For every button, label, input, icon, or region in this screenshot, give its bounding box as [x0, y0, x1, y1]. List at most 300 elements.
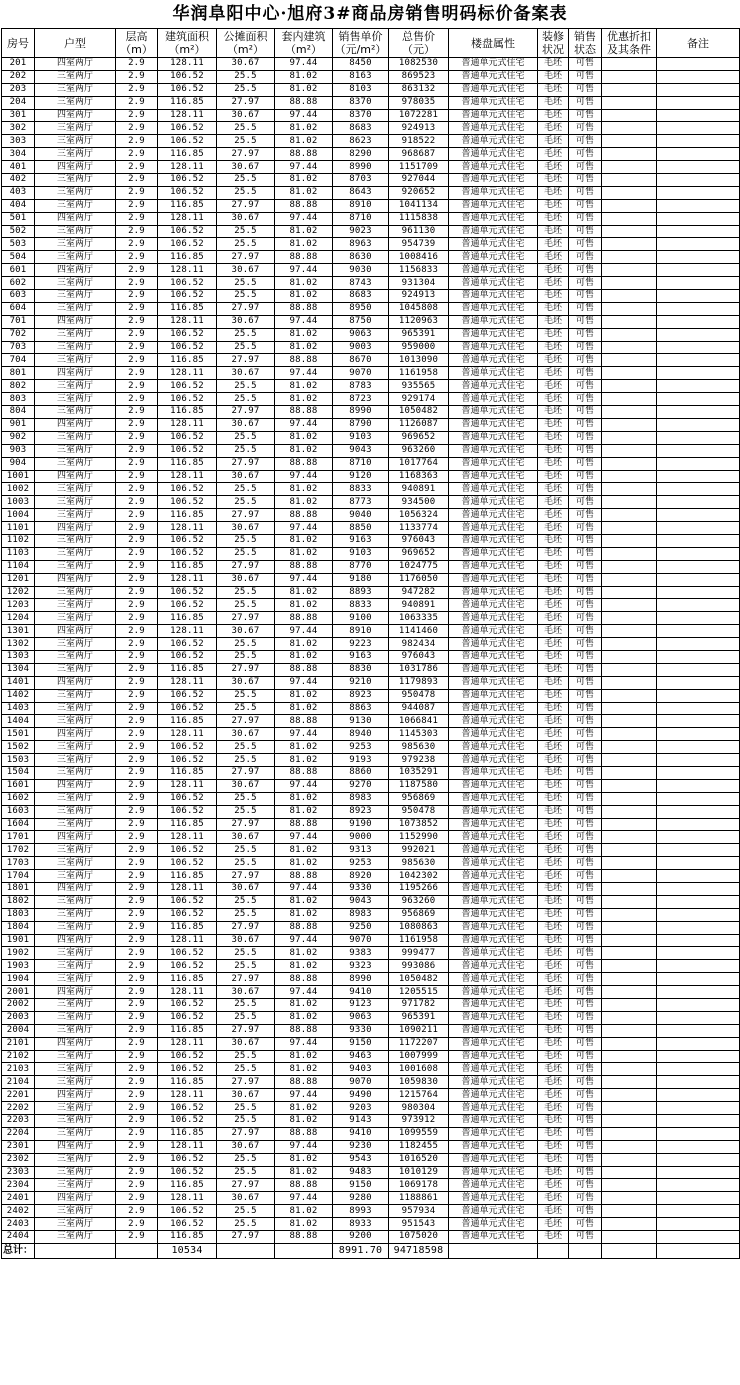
cell-decoration: 毛坯: [538, 341, 569, 354]
cell-unit-price: 9163: [333, 650, 389, 663]
cell-property: 普通单元式住宅: [449, 1140, 538, 1153]
cell-building-area: 106.52: [158, 70, 217, 83]
cell-remarks: [657, 741, 740, 754]
cell-property: 普通单元式住宅: [449, 1153, 538, 1166]
cell-remarks: [657, 934, 740, 947]
cell-property: 普通单元式住宅: [449, 483, 538, 496]
cell-unit-type: 四室两厅: [35, 161, 116, 174]
cell-shared-area: 30.67: [217, 315, 275, 328]
cell-decoration: 毛坯: [538, 934, 569, 947]
cell-decoration: 毛坯: [538, 728, 569, 741]
cell-remarks: [657, 599, 740, 612]
cell-unit-price: 9253: [333, 741, 389, 754]
cell-building-area: 106.52: [158, 1011, 217, 1024]
cell-decoration: 毛坯: [538, 779, 569, 792]
cell-floor-height: 2.9: [116, 689, 158, 702]
cell-unit-type: 三室两厅: [35, 431, 116, 444]
cell-unit-type: 四室两厅: [35, 934, 116, 947]
cell-unit-price: 9190: [333, 818, 389, 831]
cell-floor-height: 2.9: [116, 328, 158, 341]
cell-unit-type: 三室两厅: [35, 1050, 116, 1063]
cell-inner-area: 97.44: [275, 1192, 333, 1205]
cell-unit-type: 三室两厅: [35, 1179, 116, 1192]
cell-discount: [602, 870, 657, 883]
cell-unit-price: 8850: [333, 522, 389, 535]
cell-total-price: 1161958: [389, 367, 449, 380]
cell-inner-area: 97.44: [275, 1037, 333, 1050]
cell-total-price: 1059830: [389, 1076, 449, 1089]
cell-floor-height: 2.9: [116, 908, 158, 921]
cell-inner-area: 81.02: [275, 805, 333, 818]
cell-sale-status: 可售: [569, 225, 602, 238]
cell-floor-height: 2.9: [116, 148, 158, 161]
cell-building-area: 116.85: [158, 612, 217, 625]
cell-total-price: 980304: [389, 1102, 449, 1115]
cell-unit-price: 8923: [333, 689, 389, 702]
cell-inner-area: 81.02: [275, 792, 333, 805]
cell-decoration: 毛坯: [538, 1218, 569, 1231]
cell-total-price: 999477: [389, 947, 449, 960]
cell-property: 普通单元式住宅: [449, 186, 538, 199]
cell-unit-type: 四室两厅: [35, 315, 116, 328]
cell-sale-status: 可售: [569, 264, 602, 277]
cell-inner-area: 97.44: [275, 728, 333, 741]
cell-inner-area: 81.02: [275, 83, 333, 96]
cell-decoration: 毛坯: [538, 302, 569, 315]
cell-inner-area: 88.88: [275, 612, 333, 625]
cell-remarks: [657, 161, 740, 174]
cell-shared-area: 27.97: [217, 406, 275, 419]
table-row: [2, 638, 740, 651]
table-row: [2, 406, 740, 419]
cell-remarks: [657, 1153, 740, 1166]
cell-decoration: 毛坯: [538, 109, 569, 122]
cell-remarks: [657, 70, 740, 83]
cell-building-area: 128.11: [158, 161, 217, 174]
cell-discount: [602, 857, 657, 870]
cell-discount: [602, 367, 657, 380]
cell-unit-price: 9490: [333, 1089, 389, 1102]
cell-shared-area: 27.97: [217, 302, 275, 315]
cell-total-price: 985630: [389, 857, 449, 870]
cell-decoration: 毛坯: [538, 754, 569, 767]
cell-building-area: 128.11: [158, 367, 217, 380]
cell-unit-type: 三室两厅: [35, 973, 116, 986]
table-row: [2, 96, 740, 109]
cell-shared-area: 25.5: [217, 1218, 275, 1231]
cell-unit-price: 8910: [333, 625, 389, 638]
cell-discount: [602, 689, 657, 702]
cell-building-area: 128.11: [158, 728, 217, 741]
cell-property: 普通单元式住宅: [449, 315, 538, 328]
cell-property: 普通单元式住宅: [449, 1011, 538, 1024]
cell-discount: [602, 496, 657, 509]
cell-discount: [602, 509, 657, 522]
cell-room: 2301: [2, 1140, 35, 1153]
cell-property: 普通单元式住宅: [449, 1076, 538, 1089]
cell-total-price: 1172207: [389, 1037, 449, 1050]
cell-unit-price: 8163: [333, 70, 389, 83]
cell-decoration: 毛坯: [538, 883, 569, 896]
cell-discount: [602, 161, 657, 174]
cell-property: 普通单元式住宅: [449, 1166, 538, 1179]
cell-remarks: [657, 844, 740, 857]
cell-building-area: 106.52: [158, 135, 217, 148]
cell-inner-area: 88.88: [275, 302, 333, 315]
cell-shared-area: 27.97: [217, 1076, 275, 1089]
cell-room: 1802: [2, 895, 35, 908]
cell-unit-type: 四室两厅: [35, 728, 116, 741]
table-row: [2, 380, 740, 393]
cell-decoration: 毛坯: [538, 831, 569, 844]
cell-unit-type: 三室两厅: [35, 870, 116, 883]
cell-room: 704: [2, 354, 35, 367]
cell-inner-area: 88.88: [275, 1076, 333, 1089]
cell-unit-type: 三室两厅: [35, 947, 116, 960]
cell-room: 804: [2, 406, 35, 419]
cell-decoration: 毛坯: [538, 328, 569, 341]
cell-decoration: 毛坯: [538, 315, 569, 328]
table-row: [2, 689, 740, 702]
cell-property: 普通单元式住宅: [449, 921, 538, 934]
cell-room: 1701: [2, 831, 35, 844]
table-row: [2, 573, 740, 586]
cell-decoration: 毛坯: [538, 1037, 569, 1050]
cell-sale-status: 可售: [569, 1231, 602, 1244]
cell-decoration: 毛坯: [538, 1102, 569, 1115]
cell-remarks: [657, 663, 740, 676]
cell-inner-area: 81.02: [275, 754, 333, 767]
header-row: [2, 29, 740, 58]
cell-remarks: [657, 522, 740, 535]
cell-unit-price: 9123: [333, 999, 389, 1012]
cell-property: 普通单元式住宅: [449, 251, 538, 264]
cell-shared-area: 27.97: [217, 1231, 275, 1244]
cell-total-price: 1187580: [389, 779, 449, 792]
cell-inner-area: 88.88: [275, 251, 333, 264]
cell-discount: [602, 702, 657, 715]
cell-discount: [602, 573, 657, 586]
table-row: [2, 1115, 740, 1128]
cell-unit-type: 三室两厅: [35, 444, 116, 457]
cell-remarks: [657, 960, 740, 973]
cell-unit-price: 9063: [333, 328, 389, 341]
cell-remarks: [657, 302, 740, 315]
cell-unit-type: 三室两厅: [35, 1205, 116, 1218]
cell-unit-price: 9070: [333, 1076, 389, 1089]
table-row: [2, 264, 740, 277]
cell-inner-area: 88.88: [275, 560, 333, 573]
table-row: [2, 1153, 740, 1166]
col-header-unit-type: 户型: [35, 29, 116, 58]
cell-total-price: 1035291: [389, 766, 449, 779]
cell-floor-height: 2.9: [116, 638, 158, 651]
cell-floor-height: 2.9: [116, 599, 158, 612]
cell-total-price: 869523: [389, 70, 449, 83]
cell-unit-price: 9330: [333, 1024, 389, 1037]
cell-sale-status: 可售: [569, 1089, 602, 1102]
cell-sale-status: 可售: [569, 676, 602, 689]
cell-decoration: 毛坯: [538, 1011, 569, 1024]
cell-remarks: [657, 174, 740, 187]
cell-floor-height: 2.9: [116, 560, 158, 573]
cell-shared-area: 25.5: [217, 844, 275, 857]
cell-discount: [602, 986, 657, 999]
cell-shared-area: 25.5: [217, 702, 275, 715]
cell-floor-height: 2.9: [116, 650, 158, 663]
cell-floor-height: 2.9: [116, 238, 158, 251]
cell-sale-status: 可售: [569, 315, 602, 328]
cell-shared-area: 27.97: [217, 96, 275, 109]
cell-building-area: 106.52: [158, 225, 217, 238]
cell-property: 普通单元式住宅: [449, 393, 538, 406]
cell-building-area: 128.11: [158, 418, 217, 431]
cell-remarks: [657, 1024, 740, 1037]
cell-property: 普通单元式住宅: [449, 1089, 538, 1102]
cell-remarks: [657, 315, 740, 328]
cell-floor-height: 2.9: [116, 470, 158, 483]
cell-building-area: 116.85: [158, 973, 217, 986]
cell-total-price: 1041134: [389, 199, 449, 212]
col-header-property: 楼盘属性: [449, 29, 538, 58]
cell-room: 1102: [2, 534, 35, 547]
cell-total-price: 1152990: [389, 831, 449, 844]
table-row: [2, 83, 740, 96]
cell-room: 1501: [2, 728, 35, 741]
cell-decoration: 毛坯: [538, 1231, 569, 1244]
cell-building-area: 116.85: [158, 1127, 217, 1140]
table-row: [2, 70, 740, 83]
cell-shared-area: 25.5: [217, 1153, 275, 1166]
cell-property: 普通单元式住宅: [449, 1050, 538, 1063]
cell-shared-area: 25.5: [217, 483, 275, 496]
cell-unit-price: 9070: [333, 934, 389, 947]
cell-room: 1403: [2, 702, 35, 715]
cell-inner-area: 81.02: [275, 1011, 333, 1024]
cell-remarks: [657, 908, 740, 921]
cell-shared-area: 30.67: [217, 883, 275, 896]
cell-total-price: 1099559: [389, 1127, 449, 1140]
cell-total-price: 1010129: [389, 1166, 449, 1179]
cell-total-price: 1215764: [389, 1089, 449, 1102]
cell-floor-height: 2.9: [116, 135, 158, 148]
cell-shared-area: 30.67: [217, 470, 275, 483]
cell-unit-type: 三室两厅: [35, 792, 116, 805]
cell-inner-area: 88.88: [275, 1127, 333, 1140]
cell-unit-price: 9253: [333, 857, 389, 870]
cell-room: 1502: [2, 741, 35, 754]
cell-sale-status: 可售: [569, 1140, 602, 1153]
cell-property: 普通单元式住宅: [449, 844, 538, 857]
cell-remarks: [657, 238, 740, 251]
cell-property: 普通单元式住宅: [449, 496, 538, 509]
cell-total-price: 918522: [389, 135, 449, 148]
cell-decoration: 毛坯: [538, 70, 569, 83]
cell-total-price: 969652: [389, 547, 449, 560]
cell-floor-height: 2.9: [116, 1050, 158, 1063]
cell-unit-price: 8770: [333, 560, 389, 573]
cell-discount: [602, 947, 657, 960]
cell-floor-height: 2.9: [116, 573, 158, 586]
table-row: [2, 1127, 740, 1140]
cell-remarks: [657, 612, 740, 625]
cell-building-area: 106.52: [158, 1166, 217, 1179]
cell-discount: [602, 792, 657, 805]
cell-floor-height: 2.9: [116, 1024, 158, 1037]
cell-property: 普通单元式住宅: [449, 999, 538, 1012]
cell-shared-area: 25.5: [217, 380, 275, 393]
cell-inner-area: 81.02: [275, 895, 333, 908]
cell-room: 1903: [2, 960, 35, 973]
cell-unit-type: 三室两厅: [35, 199, 116, 212]
cell-total-price: 863132: [389, 83, 449, 96]
cell-decoration: 毛坯: [538, 122, 569, 135]
cell-floor-height: 2.9: [116, 766, 158, 779]
cell-unit-type: 四室两厅: [35, 779, 116, 792]
cell-total-price: 1141460: [389, 625, 449, 638]
cell-building-area: 106.52: [158, 960, 217, 973]
cell-total-price: 1016520: [389, 1153, 449, 1166]
cell-sale-status: 可售: [569, 586, 602, 599]
cell-total-price: 982434: [389, 638, 449, 651]
cell-total-price: 992021: [389, 844, 449, 857]
cell-property: 普通单元式住宅: [449, 70, 538, 83]
cell-shared-area: 25.5: [217, 1063, 275, 1076]
cell-inner-area: 81.02: [275, 393, 333, 406]
cell-floor-height: 2.9: [116, 947, 158, 960]
cell-discount: [602, 754, 657, 767]
cell-total-price: 1050482: [389, 973, 449, 986]
cell-unit-type: 四室两厅: [35, 676, 116, 689]
total-cell-empty: [217, 1243, 275, 1258]
cell-decoration: 毛坯: [538, 174, 569, 187]
cell-total-price: 1063335: [389, 612, 449, 625]
cell-building-area: 106.52: [158, 380, 217, 393]
table-row: [2, 1218, 740, 1231]
table-row: [2, 883, 740, 896]
cell-floor-height: 2.9: [116, 122, 158, 135]
cell-unit-price: 9463: [333, 1050, 389, 1063]
cell-property: 普通单元式住宅: [449, 109, 538, 122]
cell-property: 普通单元式住宅: [449, 225, 538, 238]
table-row: [2, 960, 740, 973]
cell-total-price: 1008416: [389, 251, 449, 264]
table-row: [2, 973, 740, 986]
cell-unit-type: 四室两厅: [35, 1089, 116, 1102]
cell-sale-status: 可售: [569, 1024, 602, 1037]
cell-sale-status: 可售: [569, 999, 602, 1012]
cell-total-price: 1042302: [389, 870, 449, 883]
cell-total-price: 924913: [389, 122, 449, 135]
table-row: [2, 1011, 740, 1024]
cell-unit-price: 9043: [333, 444, 389, 457]
cell-room: 802: [2, 380, 35, 393]
cell-decoration: 毛坯: [538, 999, 569, 1012]
cell-remarks: [657, 1231, 740, 1244]
cell-sale-status: 可售: [569, 96, 602, 109]
cell-shared-area: 25.5: [217, 1205, 275, 1218]
table-row: [2, 650, 740, 663]
table-row: [2, 779, 740, 792]
cell-room: 2202: [2, 1102, 35, 1115]
cell-discount: [602, 444, 657, 457]
cell-discount: [602, 1231, 657, 1244]
cell-building-area: 106.52: [158, 844, 217, 857]
cell-sale-status: 可售: [569, 650, 602, 663]
cell-unit-type: 三室两厅: [35, 638, 116, 651]
cell-room: 2102: [2, 1050, 35, 1063]
cell-remarks: [657, 290, 740, 303]
table-row: [2, 805, 740, 818]
cell-discount: [602, 251, 657, 264]
cell-property: 普通单元式住宅: [449, 1205, 538, 1218]
cell-shared-area: 27.97: [217, 766, 275, 779]
cell-shared-area: 30.67: [217, 625, 275, 638]
cell-decoration: 毛坯: [538, 444, 569, 457]
cell-shared-area: 30.67: [217, 676, 275, 689]
cell-shared-area: 30.67: [217, 934, 275, 947]
cell-inner-area: 88.88: [275, 354, 333, 367]
cell-total-price: 1133774: [389, 522, 449, 535]
cell-unit-price: 8940: [333, 728, 389, 741]
cell-unit-type: 三室两厅: [35, 1153, 116, 1166]
cell-decoration: 毛坯: [538, 1153, 569, 1166]
cell-shared-area: 30.67: [217, 728, 275, 741]
cell-floor-height: 2.9: [116, 341, 158, 354]
cell-discount: [602, 1050, 657, 1063]
cell-floor-height: 2.9: [116, 1179, 158, 1192]
cell-sale-status: 可售: [569, 1127, 602, 1140]
cell-building-area: 106.52: [158, 341, 217, 354]
cell-building-area: 116.85: [158, 457, 217, 470]
cell-remarks: [657, 1166, 740, 1179]
cell-building-area: 106.52: [158, 83, 217, 96]
cell-shared-area: 27.97: [217, 560, 275, 573]
cell-floor-height: 2.9: [116, 509, 158, 522]
cell-room: 2401: [2, 1192, 35, 1205]
cell-building-area: 106.52: [158, 908, 217, 921]
cell-remarks: [657, 560, 740, 573]
cell-shared-area: 27.97: [217, 663, 275, 676]
cell-floor-height: 2.9: [116, 1115, 158, 1128]
cell-discount: [602, 354, 657, 367]
cell-inner-area: 81.02: [275, 586, 333, 599]
table-row: [2, 367, 740, 380]
table-row: [2, 225, 740, 238]
cell-decoration: 毛坯: [538, 457, 569, 470]
table-row: [2, 857, 740, 870]
cell-decoration: 毛坯: [538, 689, 569, 702]
cell-shared-area: 30.67: [217, 367, 275, 380]
cell-floor-height: 2.9: [116, 380, 158, 393]
cell-unit-type: 三室两厅: [35, 1076, 116, 1089]
cell-inner-area: 81.02: [275, 534, 333, 547]
cell-shared-area: 30.67: [217, 161, 275, 174]
cell-building-area: 116.85: [158, 921, 217, 934]
cell-floor-height: 2.9: [116, 1063, 158, 1076]
cell-inner-area: 88.88: [275, 715, 333, 728]
cell-unit-type: 四室两厅: [35, 212, 116, 225]
cell-room: 1101: [2, 522, 35, 535]
cell-room: 402: [2, 174, 35, 187]
cell-discount: [602, 741, 657, 754]
cell-property: 普通单元式住宅: [449, 934, 538, 947]
cell-sale-status: 可售: [569, 883, 602, 896]
cell-unit-type: 三室两厅: [35, 650, 116, 663]
cell-inner-area: 81.02: [275, 857, 333, 870]
table-row: [2, 1050, 740, 1063]
cell-room: 902: [2, 431, 35, 444]
